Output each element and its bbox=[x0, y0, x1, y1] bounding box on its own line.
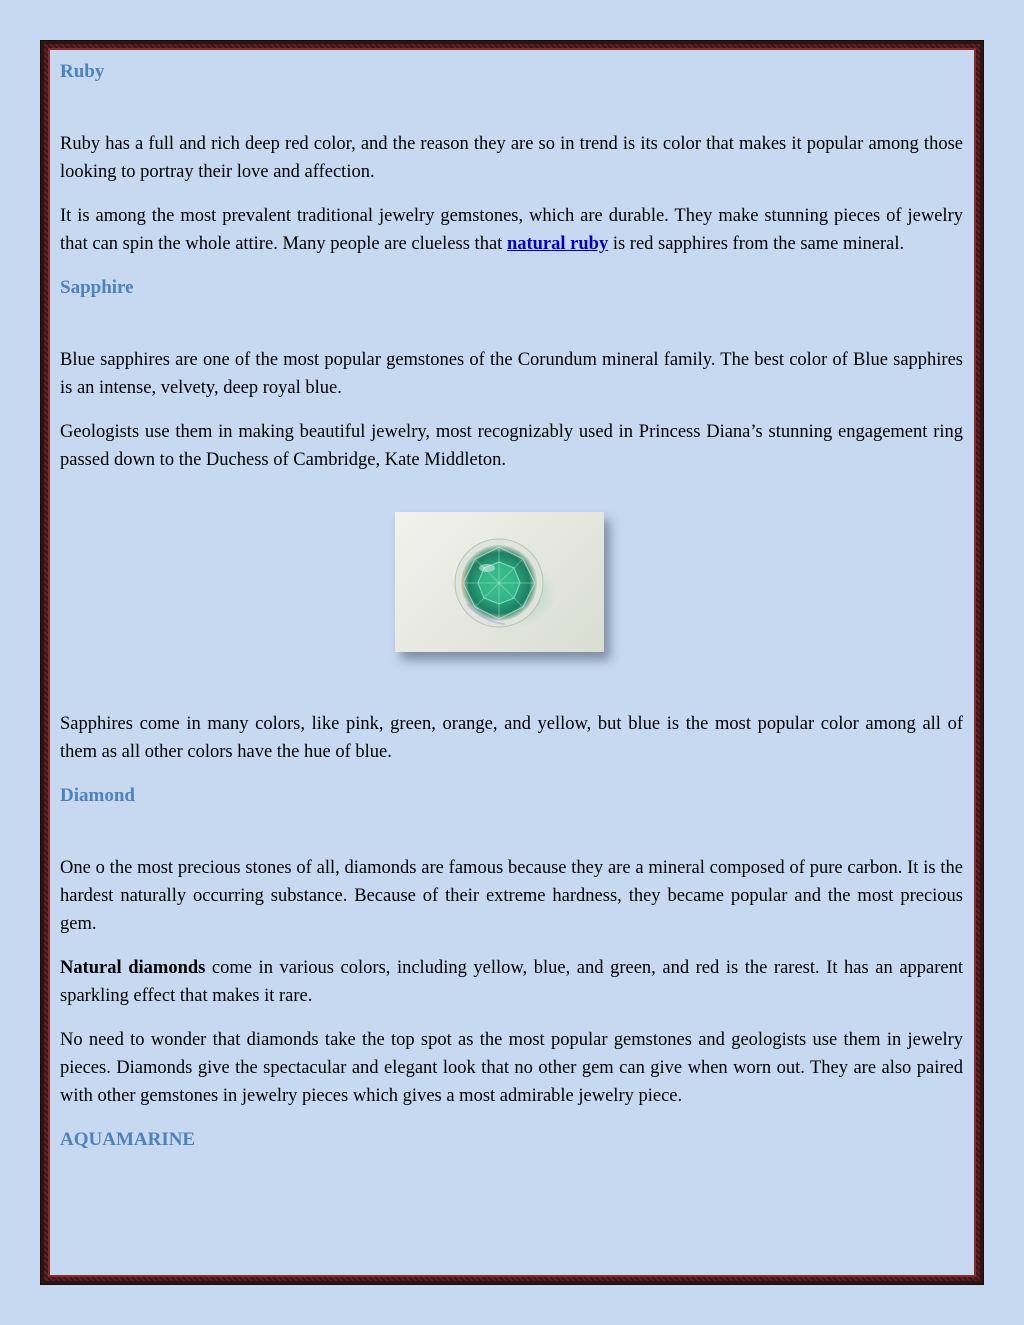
ruby-paragraph-2-text-end: is red sapphires from the same mineral. bbox=[608, 234, 905, 254]
natural-diamonds-bold: Natural diamonds bbox=[60, 958, 206, 978]
sapphire-paragraph-2: Geologists use them in making beautiful jewelry, most recognizably used in Princess Diana’s stunning engagement ring passed down to the Duchess of Cambridge, Kate Middleton. bbox=[60, 422, 963, 470]
green-gemstone-image bbox=[395, 512, 604, 652]
natural-ruby-link[interactable]: natural ruby bbox=[506, 234, 609, 254]
sapphire-paragraph-1: Blue sapphires are one of the most popular gemstones of the Corundum mineral family. The best color of Blue sapphires is an intense, velvety, deep royal blue. bbox=[60, 350, 963, 398]
diamond-paragraph-1: One o the most precious stones of all, diamonds are famous because they are a mineral composed of pure carbon. It is the hardest naturally occurring substance. Because of their extreme hardness, they became popular and the most precious gem. bbox=[60, 858, 963, 934]
aquamarine-heading: AQUAMARINE bbox=[60, 1129, 196, 1150]
ruby-paragraph-2 bbox=[60, 202, 963, 258]
diamond-paragraph-2-text: come in various colors, including yellow, blue, and green, and red is the rarest. It has an apparent sparkling effect that makes it rare. bbox=[60, 958, 964, 1006]
ruby-heading: Ruby bbox=[60, 61, 105, 82]
diamond-paragraph-3: No need to wonder that diamonds take the top spot as the most popular gemstones and geologists use them in jewelry pieces. Diamonds give the spectacular and elegant look that no other gem can give when worn out. They are also paired with other gemstones in jewelry pieces which gives a most admirable jewelry piece. bbox=[60, 1030, 963, 1106]
diamond-heading: Diamond bbox=[60, 785, 135, 806]
ruby-paragraph-1: Ruby has a full and rich deep red color, and the reason they are so in trend is its color that makes it popular among those looking to portray their love and affection. bbox=[60, 134, 963, 182]
gemstone-image-container bbox=[60, 512, 963, 652]
document-body bbox=[60, 58, 963, 1154]
sapphire-heading: Sapphire bbox=[60, 277, 134, 298]
diamond-paragraph-2 bbox=[60, 954, 963, 1010]
ruby-paragraph-2-text-start: It is among the most prevalent traditional jewelry gemstones, which are durable. They make stunning pieces of jewelry that can spin the whole attire. Many people are clueless that bbox=[60, 206, 963, 254]
gemstone-illustration bbox=[395, 512, 604, 652]
sapphire-paragraph-3: Sapphires come in many colors, like pink, green, orange, and yellow, but blue is the most popular color among all of them as all other colors have the hue of blue. bbox=[60, 714, 963, 762]
